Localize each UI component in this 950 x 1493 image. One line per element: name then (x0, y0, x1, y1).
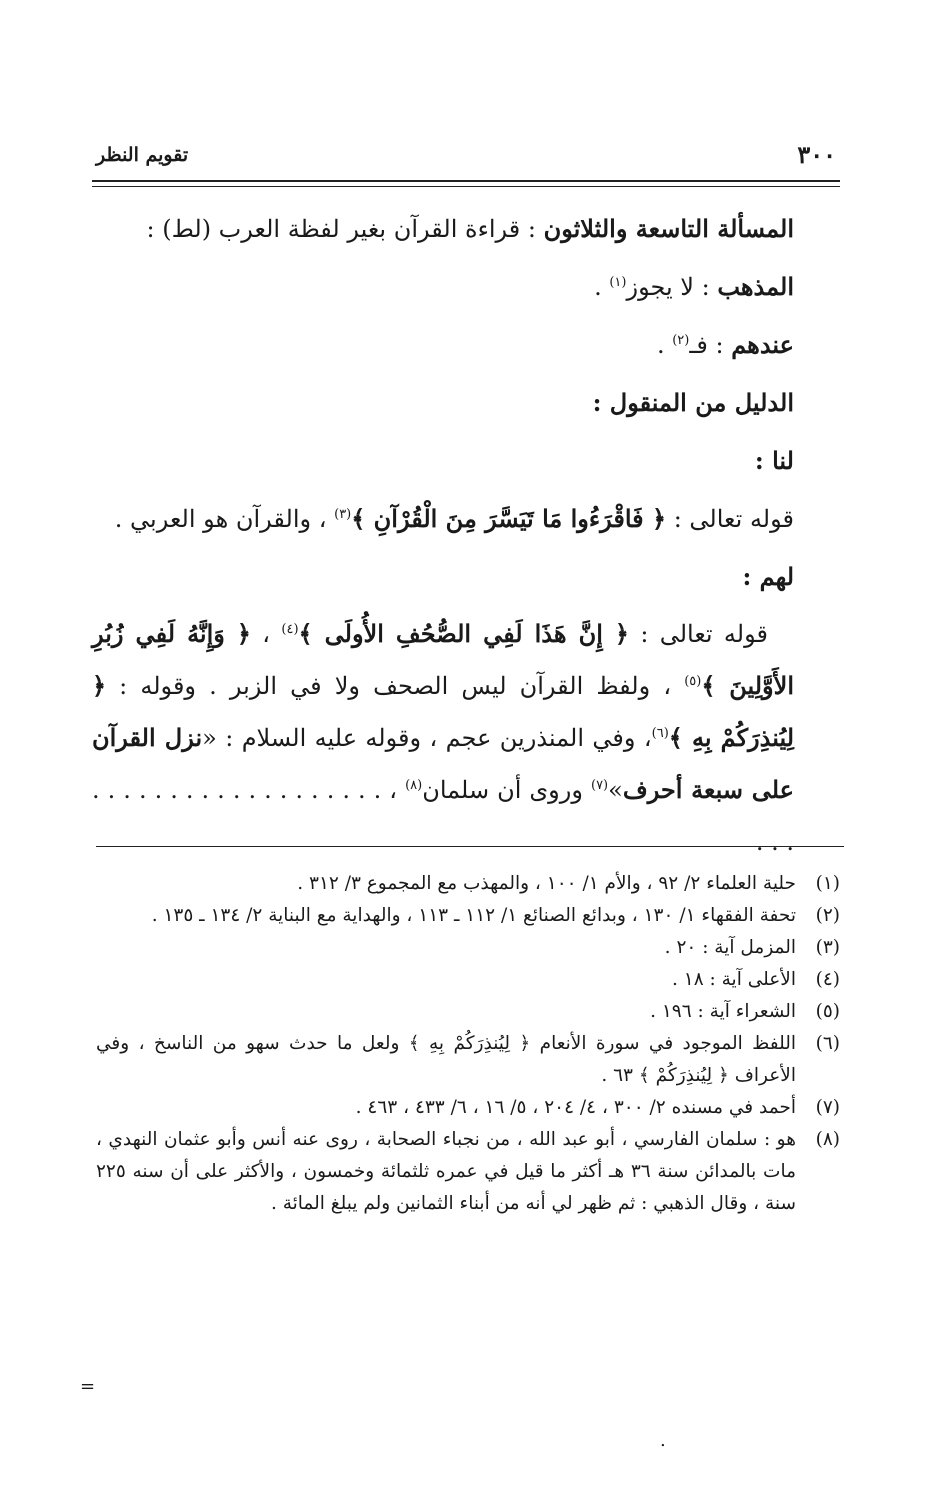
madhab-label: المذهب (717, 272, 794, 301)
footnote-number: (١) (815, 873, 840, 894)
paragraph-text: ، ولفظ القرآن ليس الصحف ولا في الزبر . وقوله : (106, 672, 685, 700)
paragraph-text: وروى أن سلمان (422, 776, 591, 804)
footnote-number: (٣) (815, 937, 840, 958)
page-header (92, 138, 840, 178)
footnote-number: (٢) (815, 905, 840, 926)
footnote (96, 1092, 840, 1124)
issue-heading: المسألة التاسعة والثلاثون (543, 214, 794, 243)
verse-line (92, 498, 794, 556)
issue-topic: : قراءة القرآن بغير لفظة العرب (لط) : (146, 215, 544, 243)
line-end: . (656, 331, 673, 359)
madhab-text: : لا يجوز (626, 273, 718, 301)
footnote-ref: (٨) (405, 778, 423, 793)
header-rule (92, 180, 840, 182)
for-us-line (92, 440, 794, 498)
footnote-text: حلية العلماء ٢/ ٩٢ ، والأم ١/ ١٠٠ ، والمهذب مع المجموع ٣/ ٣١٢ . (297, 873, 796, 894)
footnote-ref: (٤) (281, 622, 299, 637)
footnote (96, 1124, 840, 1220)
bottom-mark: . (660, 1430, 666, 1451)
opponent-label: عندهم (731, 330, 794, 359)
footnote-text: المزمل آية : ٢٠ . (664, 937, 796, 958)
footnote-text: الشعراء آية : ١٩٦ . (650, 1001, 796, 1022)
quran-verse: ﴿ فَاقْرَءُوا مَا تَيَسَّرَ مِنَ الْقُرْآنِ ﴾ (351, 504, 667, 533)
footnote-ref: (٥) (684, 674, 702, 689)
for-us-label: لنا : (754, 446, 794, 475)
footnote-separator (96, 846, 844, 847)
quran-verse: ﴿ وَإِنَّهُ لَفِي زُبُرِ الأَوَّلِينَ ﴾ (92, 619, 794, 700)
main-text (92, 208, 794, 868)
footnote-number: (٧) (815, 1097, 840, 1118)
hadith-text: نزل القرآن على سبعة أحرف (92, 723, 794, 804)
footnote-text: اللفظ الموجود في سورة الأنعام ﴿ لِيُنذِرَكُمْ بِهِ ﴾ ولعل ما حدث سهو من الناسخ ، وفي الأعراف ﴿ لِيُنذِرَكُمْ ﴾ ٦٣ . (96, 1033, 796, 1086)
line-end: . (594, 273, 610, 301)
evidence-heading: الدليل من المنقول : (592, 388, 794, 417)
continuation-dots: ، . . . . . . . . . . . . . . . . . . . . . . (92, 776, 794, 856)
quran-verse: ﴿ إِنَّ هَذَا لَفِي الصُّحُفِ الأُولَى ﴾ (298, 619, 629, 648)
footnote-number: (٨) (815, 1129, 840, 1150)
footnote-text: الأعلى آية : ١٨ . (672, 969, 796, 990)
footnote-number: (٤) (815, 969, 840, 990)
header-rule-thin (92, 186, 840, 187)
paragraph-text: ، (250, 620, 282, 648)
footnote (96, 868, 840, 900)
footnote-text: تحفة الفقهاء ١/ ١٣٠ ، وبدائع الصنائع ١/ ١١٢ ـ ١١٣ ، والهداية مع البناية ٢/ ١٣٤ ـ ١٣٥ . (151, 905, 796, 926)
verse-comment: ، والقرآن هو العربي . (114, 505, 335, 533)
evidence-heading-line (92, 382, 794, 440)
paragraph-text: » (608, 776, 623, 804)
page-number: ٣٠٠ (797, 140, 836, 169)
opponent-text: : فـ (689, 331, 732, 359)
for-them-line (92, 556, 794, 608)
footnote (96, 964, 840, 996)
issue-heading-line (92, 208, 794, 266)
footnote-text: هو : سلمان الفارسي ، أبو عبد الله ، من نجباء الصحابة ، روى عنه أنس وأبو عثمان النهدي ، مات بالمدائن سنة ٣٦ هـ أكثر ما قيل في عمره ثلثمائة وخمسون ، والأكثر على أن سنه ٢٢٥ سنة ، وقال الذهبي : ثم ظهر لي أنه من أبناء الثمانين ولم يبلغ المائة . (96, 1129, 796, 1214)
footnote-number: (٥) (815, 1001, 840, 1022)
running-title: تقويم النظر (96, 144, 189, 166)
quran-verse: ﴿ لِيُنذِرَكُمْ بِهِ ﴾ (92, 671, 794, 752)
argument-paragraph (92, 608, 794, 868)
footnote-ref: (٣) (334, 507, 352, 522)
footnote-text: أحمد في مسنده ٢/ ٣٠٠ ، ٤/ ٢٠٤ ، ٥/ ١٦ ، ٦/ ٤٣٣ ، ٤٦٣ . (355, 1097, 796, 1118)
footnote-ref: (٢) (672, 333, 690, 348)
footnote (96, 932, 840, 964)
paragraph-text: قوله تعالى : (629, 620, 768, 648)
madhab-line (92, 266, 794, 324)
footnote-ref: (١) (609, 275, 627, 290)
footnote (96, 996, 840, 1028)
margin-mark: = (80, 1376, 96, 1397)
footnote (96, 900, 840, 932)
for-them-label: لهم : (742, 562, 794, 591)
opponent-line (92, 324, 794, 382)
paragraph-text: ، وفي المنذرين عجم ، وقوله عليه السلام : « (202, 724, 652, 752)
footnotes (96, 868, 840, 1220)
footnote-number: (٦) (815, 1033, 840, 1054)
footnote-ref: (٧) (590, 778, 609, 793)
verse-intro: قوله تعالى : (666, 505, 794, 533)
footnote (96, 1028, 840, 1092)
footnote-ref: (٦) (651, 726, 669, 741)
